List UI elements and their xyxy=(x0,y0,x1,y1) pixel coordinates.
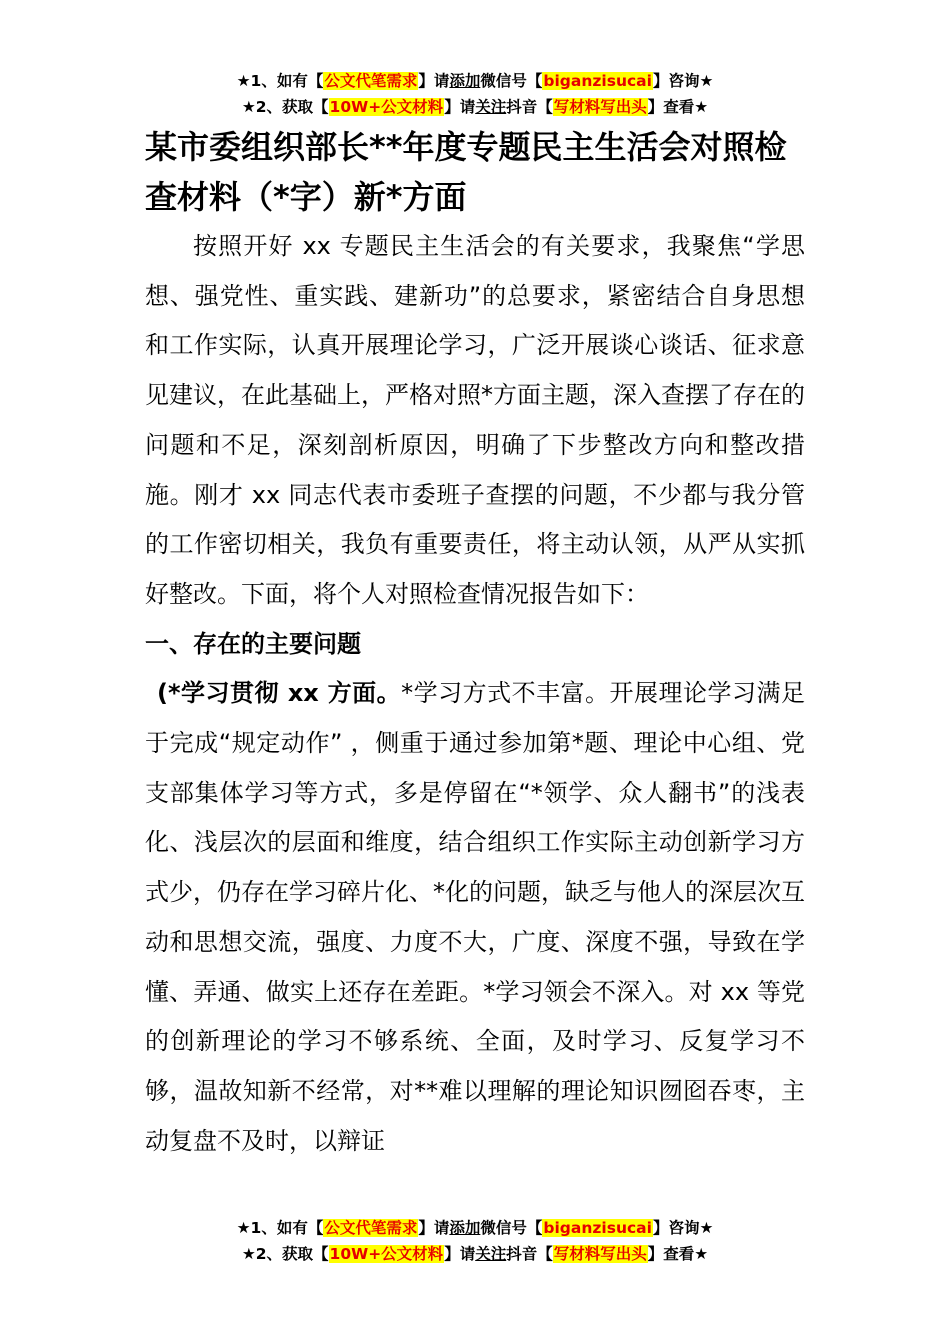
promo-line-1 xyxy=(0,68,950,94)
promo-text: ★1、如有【 xyxy=(236,72,324,90)
promo-text: 添加 xyxy=(449,72,481,90)
promo-text: 微信号【 xyxy=(480,1219,543,1237)
promo-text: ★1、如有【 xyxy=(236,1219,324,1237)
wechat-id: biganzisucai xyxy=(543,72,652,90)
intro-paragraph: 按照开好 xx 专题民主生活会的有关要求，我聚焦“学思想、强党性、重实践、建新功”的总要求，紧密结合自身思想和工作实际，认真开展理论学习，广泛开展谈心谈话、征求意见建议，在此基础上，严格对照*方面主题，深入查摆了存在的问题和不足，深刻剖析原因，明确了下步整改方向和整改措施。刚才 xx 同志代表市委班子查摆的问题，不少都与我分管的工作密切相关，我负有重要责任，将主动认领，从严从实抓好整改。下面，将个人对照检查情况报告如下： xyxy=(145,232,805,608)
promo-text: 】咨询★ xyxy=(652,1219,714,1237)
douyin-account: 写材料写出头 xyxy=(553,98,647,116)
promo-text: 关注 xyxy=(475,1245,507,1263)
promo-text: 】查看★ xyxy=(647,1245,709,1263)
promo-text: 】咨询★ xyxy=(652,72,714,90)
promo-text: 】请 xyxy=(418,72,450,90)
promo-text: 抖音【 xyxy=(506,98,553,116)
promo-text: ★2、获取【 xyxy=(241,98,329,116)
promo-line-2 xyxy=(0,1241,950,1267)
douyin-account: 写材料写出头 xyxy=(553,1245,647,1263)
promo-highlight: 公文代笔需求 xyxy=(324,1219,418,1237)
promo-banner-top xyxy=(0,68,950,120)
promo-highlight: 10W+公文材料 xyxy=(329,1245,444,1263)
promo-text: 关注 xyxy=(475,98,507,116)
promo-text: 微信号【 xyxy=(480,72,543,90)
section-body-text: *学习方式不丰富。开展理论学习满足于完成“规定动作” ，侧重于通过参加第*题、理论中心组、党支部集体学习等方式，多是停留在“*领学、众人翻书”的浅表化、浅层次的层面和维度，结合组织工作实际主动创新学习方式少，仍存在学习碎片化、*化的问题，缺乏与他人的深层次互动和思想交流，强度、力度不大，广度、深度不强，导致在学懂、弄通、做实上还存在差距。*学习领会不深入。对 xx 等党的创新理论的学习不够系统、全面，及时学习、反复学习不够，温故知新不经常，对**难以理解的理论知识囫囵吞枣，主动复盘不及时，以辩证 xyxy=(145,679,805,1155)
promo-line-1 xyxy=(0,1215,950,1241)
promo-text: 】查看★ xyxy=(647,98,709,116)
document-title: 某市委组织部长**年度专题民主生活会对照检查材料（*字）新*方面 xyxy=(145,128,787,216)
subsection-label: (*学习贯彻 xx 方面。 xyxy=(157,679,402,708)
promo-line-2 xyxy=(0,94,950,120)
promo-text: 】请 xyxy=(444,1245,476,1263)
wechat-id: biganzisucai xyxy=(543,1219,652,1237)
promo-highlight: 10W+公文材料 xyxy=(329,98,444,116)
promo-text: 添加 xyxy=(449,1219,481,1237)
promo-text: 】请 xyxy=(418,1219,450,1237)
promo-text: ★2、获取【 xyxy=(241,1245,329,1263)
promo-banner-bottom xyxy=(0,1215,950,1267)
section-paragraph xyxy=(145,669,805,1166)
promo-highlight: 公文代笔需求 xyxy=(324,72,418,90)
promo-text: 抖音【 xyxy=(506,1245,553,1263)
document-body xyxy=(145,222,805,1166)
promo-text: 】请 xyxy=(444,98,476,116)
section-heading: 一、存在的主要问题 xyxy=(145,629,361,658)
